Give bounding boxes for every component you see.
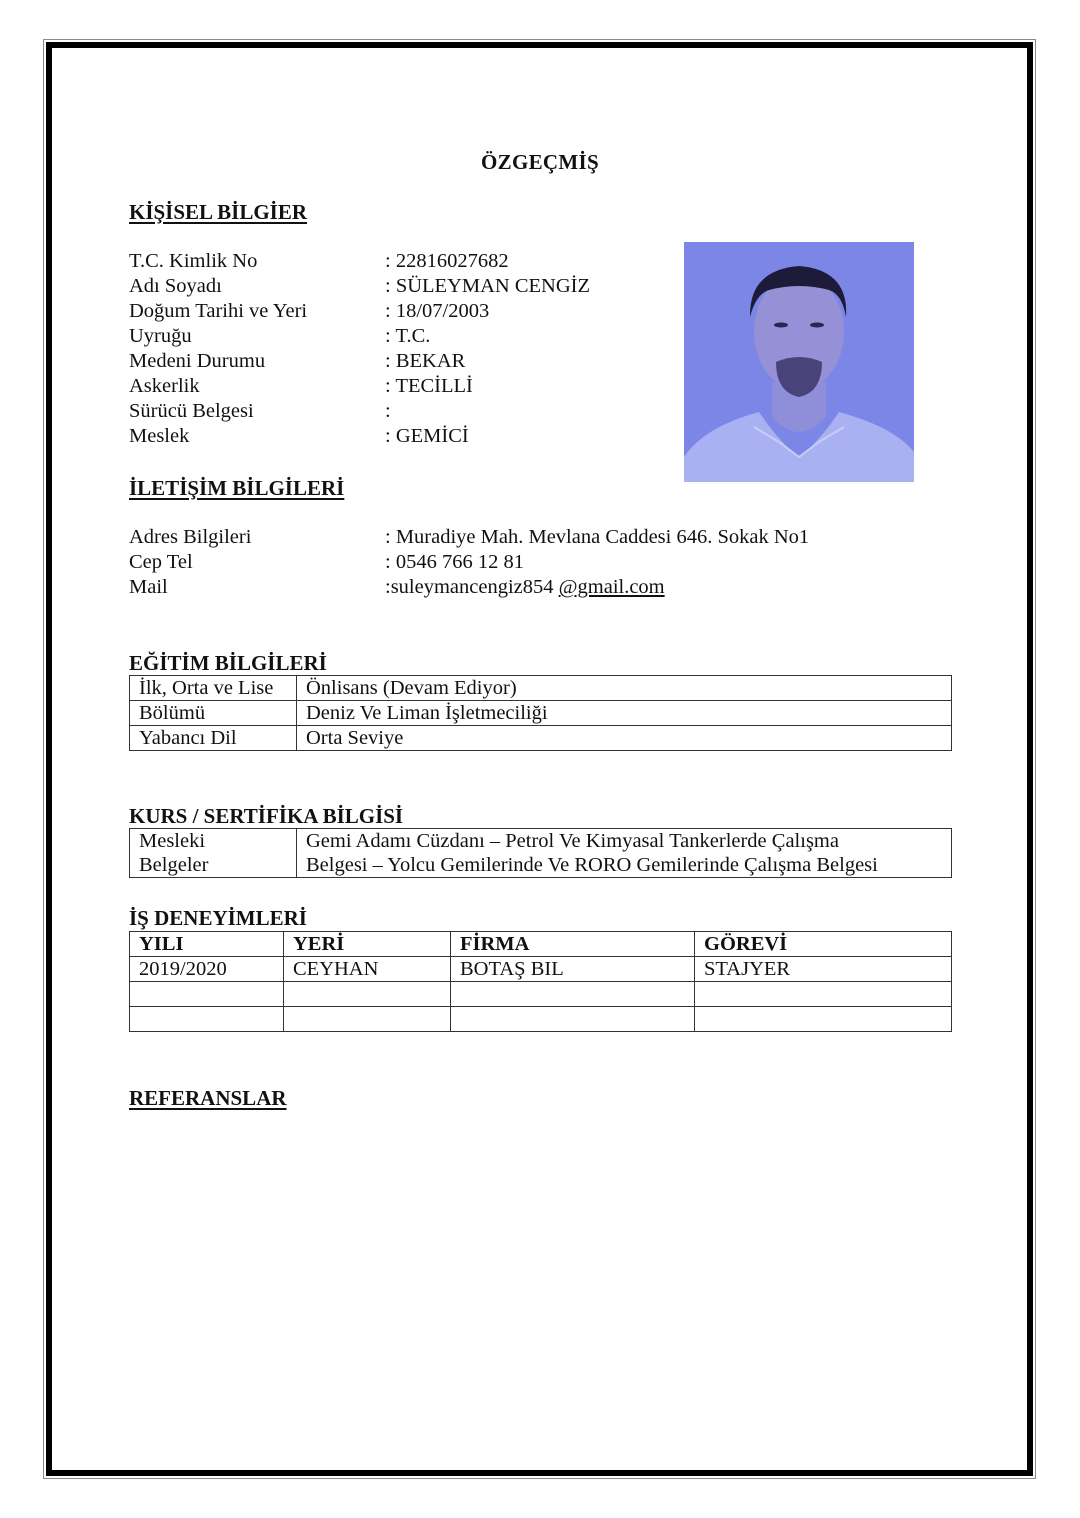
table-cell bbox=[130, 982, 284, 1007]
field-label: Mail bbox=[129, 576, 168, 598]
mail-prefix: :suleymancengiz854 bbox=[385, 576, 559, 598]
certificates-heading: KURS / SERTİFİKA BİLGİSİ bbox=[129, 804, 404, 828]
experience-heading: İŞ DENEYİMLERİ bbox=[129, 906, 307, 930]
table-cell bbox=[130, 1007, 284, 1032]
personal-row-birth bbox=[129, 299, 590, 324]
mail-link[interactable]: @gmail.com bbox=[558, 576, 665, 598]
field-label: Adı Soyadı bbox=[129, 275, 222, 297]
cert-label-line2: Belgeler bbox=[139, 854, 209, 876]
table-cell-label bbox=[130, 829, 297, 878]
personal-row-military bbox=[129, 374, 590, 399]
table-cell-value: Önlisans (Devam Ediyor) bbox=[297, 676, 952, 701]
table-row bbox=[130, 829, 952, 878]
field-label: Uyruğu bbox=[129, 325, 192, 347]
field-label: Askerlik bbox=[129, 375, 200, 397]
contact-info-heading: İLETİŞİM BİLGİLERİ bbox=[129, 476, 345, 500]
field-value bbox=[385, 575, 665, 600]
cert-value-line1: Gemi Adamı Cüzdanı – Petrol Ve Kimyasal Tankerlerde Çalışma bbox=[306, 830, 839, 852]
personal-row-marital bbox=[129, 349, 590, 374]
personal-row-occupation bbox=[129, 424, 590, 449]
table-cell: CEYHAN bbox=[284, 957, 451, 982]
column-header-year: YILI bbox=[130, 932, 284, 957]
portrait-illustration bbox=[684, 242, 914, 482]
personal-info-heading: KİŞİSEL BİLGİER bbox=[129, 200, 308, 224]
column-header-position: GÖREVİ bbox=[695, 932, 952, 957]
table-cell bbox=[284, 982, 451, 1007]
field-value: : 0546 766 12 81 bbox=[385, 551, 524, 573]
personal-row-license bbox=[129, 399, 590, 424]
field-label: Adres Bilgileri bbox=[129, 526, 252, 548]
field-value: : BEKAR bbox=[385, 350, 466, 372]
document-title: ÖZGEÇMİŞ bbox=[481, 150, 599, 174]
field-value: : 22816027682 bbox=[385, 250, 509, 272]
field-label: Cep Tel bbox=[129, 551, 193, 573]
table-row bbox=[130, 1007, 952, 1032]
field-label: Doğum Tarihi ve Yeri bbox=[129, 300, 308, 322]
table-cell-value: Orta Seviye bbox=[297, 726, 952, 751]
column-header-company: FİRMA bbox=[451, 932, 695, 957]
table-row bbox=[130, 676, 952, 701]
cert-value-line2: Belgesi – Yolcu Gemilerinde Ve RORO Gemilerinde Çalışma Belgesi bbox=[306, 854, 878, 876]
field-value: : Muradiye Mah. Mevlana Caddesi 646. Sokak No1 bbox=[385, 526, 810, 548]
education-table bbox=[129, 675, 952, 751]
contact-row-address bbox=[129, 525, 809, 550]
table-row bbox=[130, 701, 952, 726]
field-value: : T.C. bbox=[385, 325, 431, 347]
table-cell: STAJYER bbox=[695, 957, 952, 982]
table-header-row bbox=[130, 932, 952, 957]
contact-row-phone bbox=[129, 550, 809, 575]
experience-table bbox=[129, 931, 952, 1032]
education-heading: EĞİTİM BİLGİLERİ bbox=[129, 651, 327, 675]
profile-photo bbox=[684, 242, 914, 482]
field-value: : TECİLLİ bbox=[385, 375, 473, 397]
field-label: Medeni Durumu bbox=[129, 350, 266, 372]
table-cell-label: Bölümü bbox=[130, 701, 297, 726]
field-value: : GEMİCİ bbox=[385, 425, 469, 447]
column-header-place: YERİ bbox=[284, 932, 451, 957]
table-cell bbox=[284, 1007, 451, 1032]
table-cell bbox=[695, 982, 952, 1007]
table-cell bbox=[695, 1007, 952, 1032]
table-cell: 2019/2020 bbox=[130, 957, 284, 982]
references-heading: REFERANSLAR bbox=[129, 1086, 287, 1110]
contact-info-list bbox=[129, 525, 809, 600]
table-cell bbox=[451, 982, 695, 1007]
personal-row-id bbox=[129, 249, 590, 274]
table-cell-label: Yabancı Dil bbox=[130, 726, 297, 751]
certificates-table bbox=[129, 828, 952, 878]
table-cell-value bbox=[297, 829, 952, 878]
personal-row-name bbox=[129, 274, 590, 299]
field-value: : bbox=[385, 400, 391, 422]
table-row bbox=[130, 957, 952, 982]
field-value: : 18/07/2003 bbox=[385, 300, 490, 322]
table-row bbox=[130, 726, 952, 751]
field-label: T.C. Kimlik No bbox=[129, 250, 258, 272]
table-cell: BOTAŞ BIL bbox=[451, 957, 695, 982]
table-cell-label: İlk, Orta ve Lise bbox=[130, 676, 297, 701]
table-cell-value: Deniz Ve Liman İşletmeciliği bbox=[297, 701, 952, 726]
field-label: Meslek bbox=[129, 425, 190, 447]
personal-row-nationality bbox=[129, 324, 590, 349]
personal-info-list bbox=[129, 249, 590, 449]
field-value: : SÜLEYMAN CENGİZ bbox=[385, 275, 590, 297]
cert-label-line1: Mesleki bbox=[139, 830, 206, 852]
table-cell bbox=[451, 1007, 695, 1032]
table-row bbox=[130, 982, 952, 1007]
contact-row-mail bbox=[129, 575, 809, 600]
field-label: Sürücü Belgesi bbox=[129, 400, 254, 422]
